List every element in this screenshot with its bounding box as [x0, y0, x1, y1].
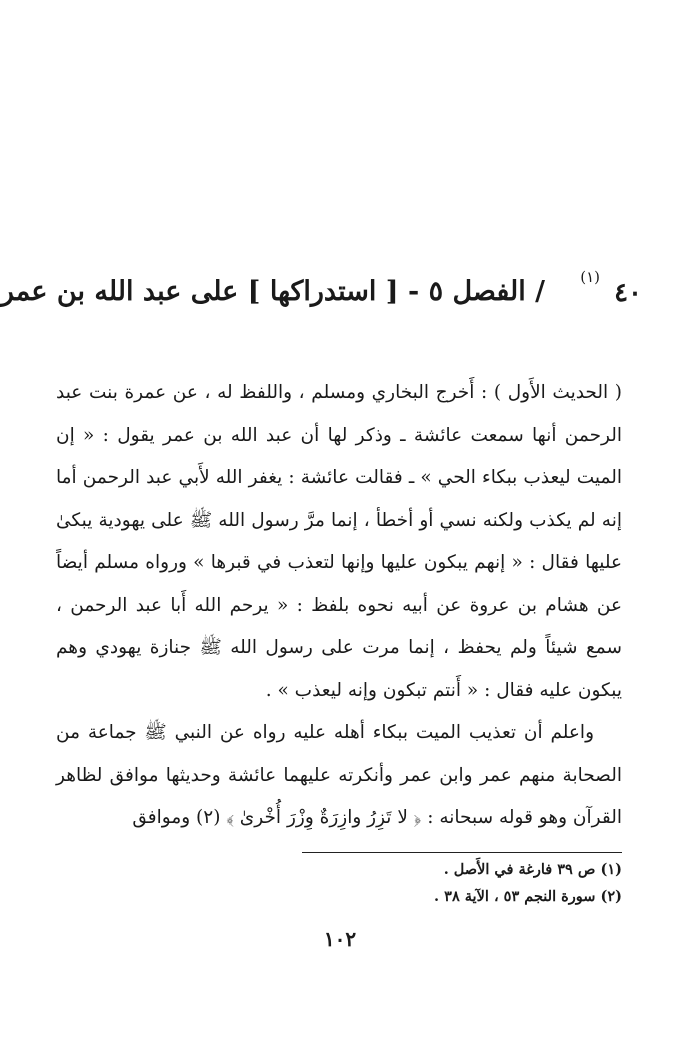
- margin-footnote-ref: (١): [580, 268, 600, 286]
- body-text: [56, 372, 622, 840]
- footnote-2: (٢) سورة النجم ٥٣ ، الآية ٣٨ .: [434, 888, 622, 905]
- margin-page-number: ٤٠: [614, 278, 642, 308]
- paragraph-hadith: ( الحديث الأَول ) : أَخرج البخاري ومسلم ، واللفظ له ، عن عمرة بنت عبد الرحمن أنها سمعت عائشة ـ وذكر لها أن عبد الله بن عمر يقول : « إن الميت ليعذب ببكاء الحي » ـ فقالت عائشة : يغفر الله لأَبي عبد الرحمن أما إنه لم يكذب ولكنه نسي أو أخطأ ، إنما مرَّ رسول الله ﷺ على يهودية يبكىٰ عليها فقال : « إنهم يبكون عليها وإنها لتعذب في قبرها » ورواه مسلم أيضاً عن هشام بن عروة عن أبيه نحوه بلفظ : « يرحم الله أَبا عبد الرحمن ، سمع شيئاً ولم يحفظ ، إنما مرت على رسول الله ﷺ جنازة يهودي وهم يبكون عليه فقال : « أَنتم تبكون وإنه ليعذب » .: [56, 382, 622, 701]
- footnotes: [302, 856, 622, 910]
- paragraph-commentary: واعلم أن تعذيب الميت ببكاء أهله عليه رواه عن النبي ﷺ جماعة من الصحابة منهم عمر وابن عمر وأنكرته عليهما عائشة وحديثها موافق لظاهر القرآن وهو قوله سبحانه : ﴿ لا تَزِرُ وازِرَةٌ وِزْرَ أُخْرىٰ ﴾ (٢) وموافق: [56, 722, 622, 828]
- chapter-title: / الفصل ٥ - [ استدراكها ] على عبد الله بن عمر: [0, 276, 545, 307]
- footnote-divider: [302, 852, 622, 853]
- footnote-1: (١) ص ٣٩ فارغة في الأَصل .: [443, 861, 622, 878]
- page-number: ١٠٢: [323, 927, 357, 951]
